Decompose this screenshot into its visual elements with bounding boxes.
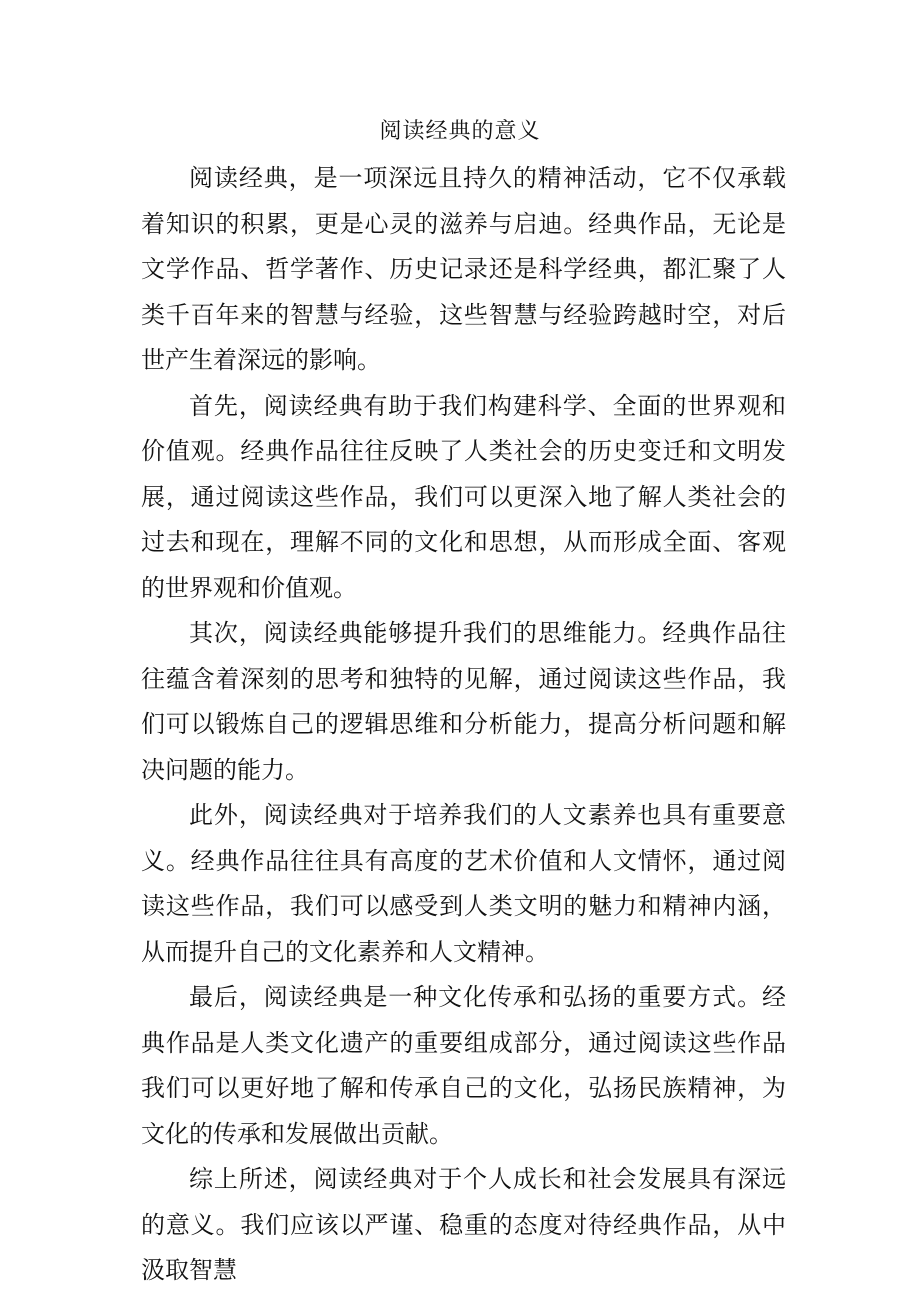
paragraph-thinking: 其次，阅读经典能够提升我们的思维能力。经典作品往往蕴含着深刻的思考和独特的见解，通过阅读这些作品，我们可以锻炼自己的逻辑思维和分析能力，提高分析问题和解决问题的能力。 <box>141 619 786 784</box>
paragraph-worldview: 首先，阅读经典有助于我们构建科学、全面的世界观和价值观。经典作品往往反映了人类社会的历史变迁和文明发展，通过阅读这些作品，我们可以更深入地了解人类社会的过去和现在，理解不同的文化和思想，从而形成全面、客观的世界观和价值观。 <box>141 391 786 602</box>
paragraph-conclusion: 综上所述，阅读经典对于个人成长和社会发展具有深远的意义。我们应该以严谨、稳重的态度对待经典作品，从中汲取智慧 <box>141 1165 786 1284</box>
document-title: 阅读经典的意义 <box>379 119 541 144</box>
document-body <box>141 156 786 1294</box>
paragraph-heritage: 最后，阅读经典是一种文化传承和弘扬的重要方式。经典作品是人类文化遗产的重要组成部分，通过阅读这些作品我们可以更好地了解和传承自己的文化，弘扬民族精神，为文化的传承和发展做出贡献。 <box>141 983 786 1148</box>
paragraph-intro: 阅读经典，是一项深远且持久的精神活动，它不仅承载着知识的积累，更是心灵的滋养与启迪。经典作品，无论是文学作品、哲学著作、历史记录还是科学经典，都汇聚了人类千百年来的智慧与经验，这些智慧与经验跨越时空，对后世产生着深远的影响。 <box>141 164 786 374</box>
paragraph-humanities: 此外，阅读经典对于培养我们的人文素养也具有重要意义。经典作品往往具有高度的艺术价值和人文情怀，通过阅读这些作品，我们可以感受到人类文明的魅力和精神内涵，从而提升自己的文化素养和人文精神。 <box>141 801 786 966</box>
